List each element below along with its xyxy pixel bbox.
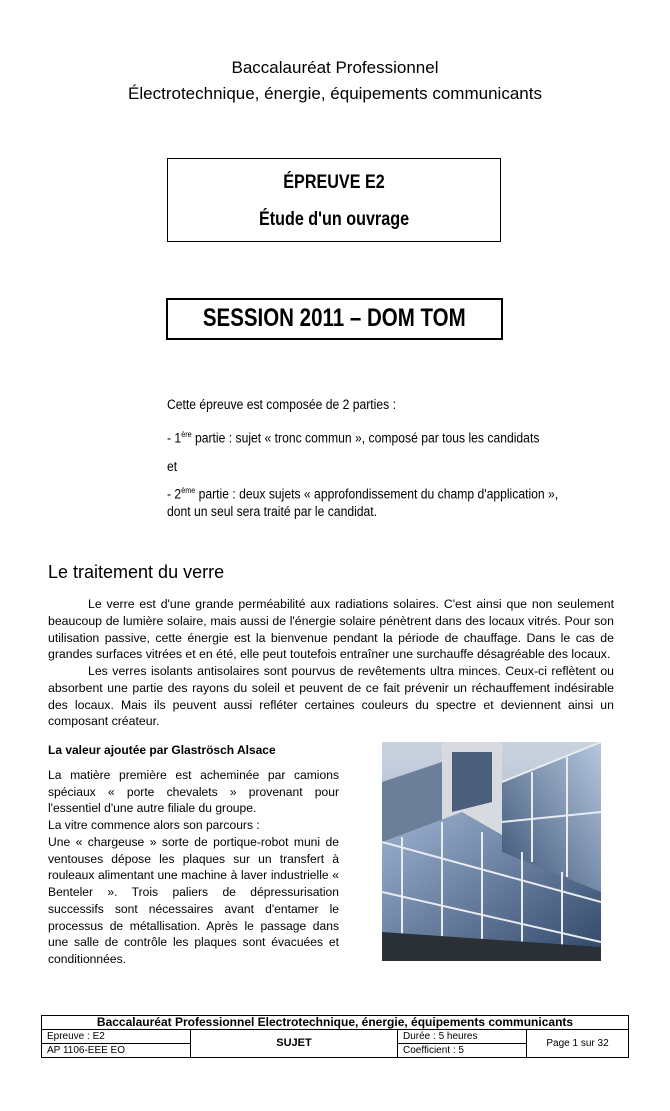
epreuve-title: ÉPREUVE E2 — [283, 172, 385, 193]
section-title: Le traitement du verre — [48, 562, 225, 582]
header-line-1: Baccalauréat Professionnel — [231, 58, 439, 77]
glass-building-photo — [382, 742, 601, 961]
epreuve-box — [167, 158, 501, 242]
footer-coefficient: Coefficient : 5 — [398, 1044, 527, 1058]
intro-part-2: - 2ème partie : deux sujets « approfondissement du champ d'application », — [167, 486, 559, 502]
intro-part-2-line-2: dont un seul sera traité par le candidat. — [167, 504, 378, 519]
footer-code: AP 1106-EEE EO — [42, 1044, 191, 1058]
column-paragraph-2: La vitre commence alors son parcours : — [48, 818, 260, 832]
epreuve-subtitle: Étude d'un ouvrage — [258, 209, 410, 230]
column-paragraph-3: Une « chargeuse » sorte de portique-robot muni de ventouses dépose les plaques sur un transfert à rouleaux alimentant une machine à laver industrielle « Benteler ». Trois paliers de dépressurisation successifs sont nécessaires avant d'entamer le processus de métallisation. Après le passage dans une salle de contrôle les plaques sont évacuées et conditionnées. — [48, 835, 339, 966]
footer-table — [41, 1015, 629, 1058]
footer-epreuve: Epreuve : E2 — [42, 1030, 191, 1044]
session-label: SESSION 2011 – DOM TOM — [203, 304, 466, 332]
intro-part-1: - 1ère partie : sujet « tronc commun », composé par tous les candidats — [167, 430, 540, 446]
paragraph-2: Les verres isolants antisolaires sont pourvus de revêtements ultra minces. Ceux-ci reflètent ou absorbent une partie des rayons du soleil et peuvent de ce fait prévenir un réchauffement indésirable des locaux. Mais ils peuvent aussi refléter certaines couleurs du spectre et deviennent ainsi un composant créateur. — [48, 664, 614, 729]
footer-title: Baccalauréat Professionnel Electrotechnique, énergie, équipements communicants — [42, 1016, 629, 1030]
footer-duree: Durée : 5 heures — [398, 1030, 527, 1044]
footer-page: Page 1 sur 32 — [527, 1030, 629, 1058]
header-line-2: Électrotechnique, énergie, équipements communicants — [128, 84, 542, 103]
paragraph-1: Le verre est d'une grande perméabilité aux radiations solaires. C'est ainsi que non seulement beaucoup de lumière solaire, mais aussi de l'énergie solaire pénètrent dans des locaux vitrés. Pour son utilisation passive, cette énergie est la bienvenue pendant la période de chauffage. Dans le cas de grandes surfaces vitrées et en été, elle peut toutefois entraîner une surchauffe désagréable des locaux. — [48, 597, 614, 662]
subsection-title: La valeur ajoutée par Glaströsch Alsace — [48, 743, 276, 757]
footer-sujet: SUJET — [191, 1030, 398, 1058]
session-box — [166, 298, 503, 340]
intro-et: et — [167, 459, 178, 474]
column-paragraph-1: La matière première est acheminée par camions spéciaux « porte chevalets » provenant pour l'essentiel d'une autre filiale du groupe. — [48, 768, 339, 816]
intro-line-1: Cette épreuve est composée de 2 parties : — [167, 397, 396, 412]
